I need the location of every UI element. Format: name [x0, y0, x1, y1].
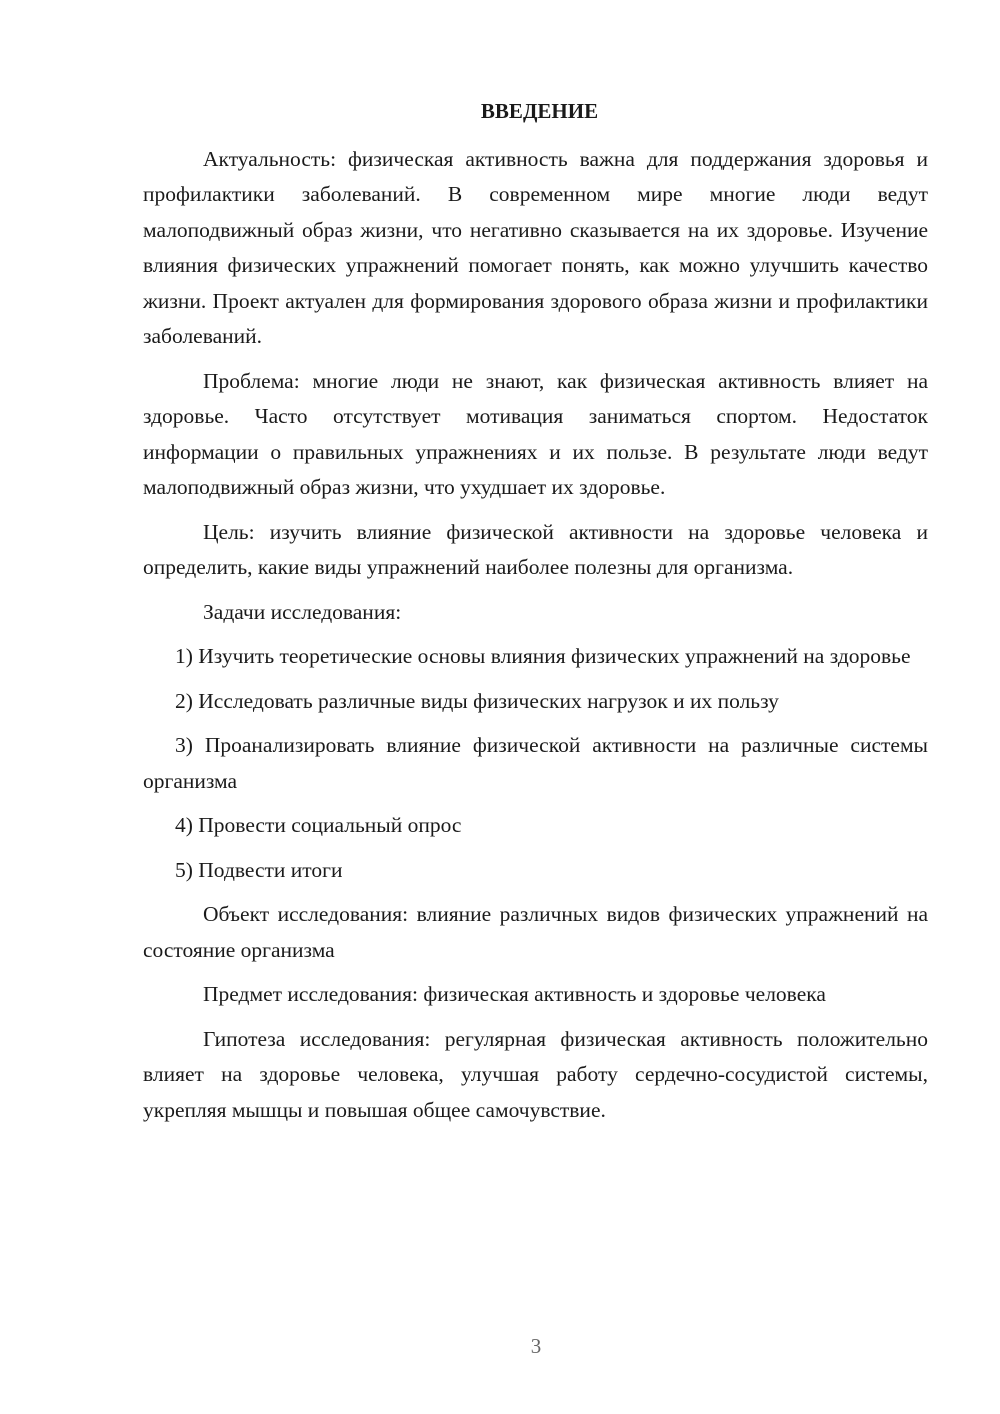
goal-paragraph: Цель: изучить влияние физической активности на здоровье человека и определить, какие виды упражнений наиболее полезны для организма. [143, 519, 928, 579]
task-item: 5) Подвести итоги [175, 857, 343, 882]
hypothesis-paragraph: Гипотеза исследования: регулярная физическая активность положительно влияет на здоровье человека, улучшая работу сердечно-сосудистой системы, укрепляя мышцы и повышая общее самочувствие. [143, 1026, 928, 1122]
task-item: 2) Исследовать различные виды физических нагрузок и их пользу [175, 688, 779, 713]
page-number: 3 [530, 1334, 542, 1358]
document-page [143, 94, 928, 1137]
object-paragraph: Объект исследования: влияние различных видов физических упражнений на состояние организма [143, 902, 928, 962]
task-item: 1) Изучить теоретические основы влияния физических упражнений на здоровье [175, 644, 911, 668]
tasks-title: Задачи исследования: [203, 599, 402, 624]
problem-paragraph: Проблема: многие люди не знают, как физическая активность влияет на здоровье. Часто отсутствует мотивация заниматься спортом. Недостаток информации о правильных упражнениях и их пользе. В результате люди ведут малоподвижный образ жизни, что ухудшает их здоровье. [143, 368, 928, 499]
section-heading: ВВЕДЕНИЕ [480, 99, 599, 123]
relevance-paragraph: Актуальность: физическая активность важна для поддержания здоровья и профилактики заболеваний. В современном мире многие люди ведут малоподвижный образ жизни, что негативно сказывается на их здоровье. Изучение влияния физических упражнений помогает понять, как можно улучшить качество жизни. Проект актуален для формирования здорового образа жизни и профилактики заболеваний. [143, 146, 928, 348]
subject-paragraph: Предмет исследования: физическая активность и здоровье человека [203, 982, 826, 1006]
task-item: 3) Проанализировать влияние физической активности на различные системы организма [143, 733, 928, 793]
task-item: 4) Провести социальный опрос [175, 813, 462, 837]
